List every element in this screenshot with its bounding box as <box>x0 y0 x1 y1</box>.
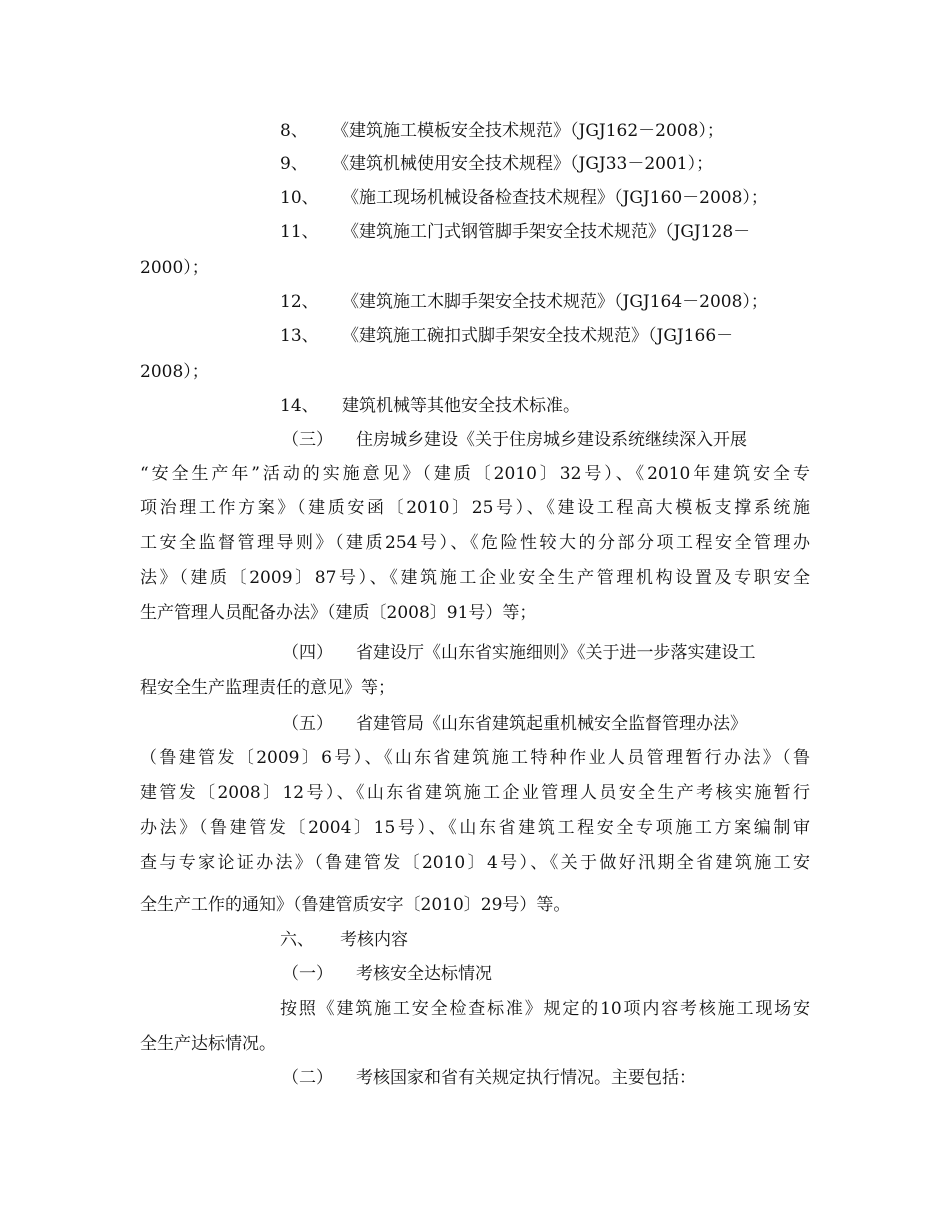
list-text: 《建筑施工碗扣式脚手架安全技术规范》（JGJ166－ <box>342 326 734 346</box>
paragraph-line: 全生产工作的通知》（鲁建管质安字〔2010〕29号）等。 <box>140 895 571 915</box>
subsection-number: （二） <box>282 1068 333 1088</box>
paragraph-line: “安全生产年”活动的实施意见》（建质〔2010〕32号）、《2010年建筑安全专 <box>140 464 810 484</box>
section-3-first-line <box>282 428 747 452</box>
paragraph-line: 法》（建质〔2009〕87号）、《建筑施工企业安全生产管理机构设置及专职安全 <box>140 568 810 588</box>
list-item-continuation <box>140 360 209 384</box>
section-5-first-line <box>282 712 747 736</box>
list-number: 9、 <box>280 154 308 174</box>
paragraph-line: 全生产达标情况。 <box>140 1034 276 1054</box>
paragraph-line: 程安全生产监理责任的意见》等； <box>140 678 395 698</box>
list-number: 10、 <box>280 188 319 208</box>
list-item <box>280 394 580 418</box>
subsection-heading <box>282 962 492 986</box>
list-text: 《建筑机械使用安全技术规程》（JGJ33－2001）； <box>332 154 714 174</box>
section-number: （三） <box>282 430 333 450</box>
list-item <box>280 290 768 314</box>
section-number: （四） <box>282 643 333 663</box>
paragraph-line: 建管发〔2008〕12号）、《山东省建筑施工企业管理人员安全生产考核实施暂行 <box>140 783 810 803</box>
list-item <box>280 186 768 210</box>
list-text: 《建筑施工门式钢管脚手架安全技术规范》（JGJ128－ <box>342 222 751 242</box>
section-number: （五） <box>282 714 333 734</box>
list-number: 14、 <box>280 396 319 416</box>
subsection-text: 考核安全达标情况 <box>356 964 492 984</box>
paragraph-line: 按照《建筑施工安全检查标准》规定的10项内容考核施工现场安 <box>280 999 810 1019</box>
section-4-first-line <box>282 641 756 665</box>
paragraph-line: 项治理工作方案》（建质安函〔2010〕25号）、《建设工程高大模板支撑系统施 <box>140 498 810 518</box>
list-number: 12、 <box>280 292 319 312</box>
paragraph-line: 办法》（鲁建管发〔2004〕15号）、《山东省建筑工程安全专项施工方案编制审 <box>140 818 810 838</box>
heading-number: 六、 <box>280 930 314 950</box>
paragraph-text: 住房城乡建设《关于住房城乡建设系统继续深入开展 <box>356 430 747 450</box>
paragraph-line: 生产管理人员配备办法》（建质〔2008〕91号）等； <box>140 603 537 623</box>
list-text: 2008）； <box>140 362 209 382</box>
paragraph-text: 省建设厅《山东省实施细则》《关于进一步落实建设工 <box>356 643 756 663</box>
paragraph-line: （鲁建管发〔2009〕6号）、《山东省建筑施工特种作业人员管理暂行办法》（鲁 <box>140 748 810 768</box>
paragraph-line: 查与专家论证办法》（鲁建管发〔2010〕4号）、《关于做好汛期全省建筑施工安 <box>140 853 810 873</box>
list-text: 《建筑施工模板安全技术规范》（JGJ162－2008）； <box>332 121 724 141</box>
list-number: 13、 <box>280 326 319 346</box>
list-item <box>280 220 750 244</box>
list-text: 建筑机械等其他安全技术标准。 <box>342 396 580 416</box>
subsection-heading <box>282 1066 696 1090</box>
list-item <box>280 119 724 143</box>
list-item-continuation <box>140 256 209 280</box>
paragraph-line: 工安全监督管理导则》（建质254号）、《危险性较大的分部分项工程安全管理办 <box>140 533 810 553</box>
list-number: 8、 <box>280 121 308 141</box>
section-heading <box>280 928 408 952</box>
list-text: 《建筑施工木脚手架安全技术规范》（JGJ164－2008）； <box>342 292 768 312</box>
paragraph-text: 省建管局《山东省建筑起重机械安全监督管理办法》 <box>356 714 747 734</box>
list-item <box>280 152 713 176</box>
list-number: 11、 <box>280 222 319 242</box>
subsection-text: 考核国家和省有关规定执行情况。主要包括： <box>356 1068 696 1088</box>
list-item <box>280 324 733 348</box>
subsection-number: （一） <box>282 964 333 984</box>
heading-text: 考核内容 <box>340 930 408 950</box>
list-text: 2000）； <box>140 258 209 278</box>
list-text: 《施工现场机械设备检查技术规程》（JGJ160－2008）； <box>342 188 768 208</box>
